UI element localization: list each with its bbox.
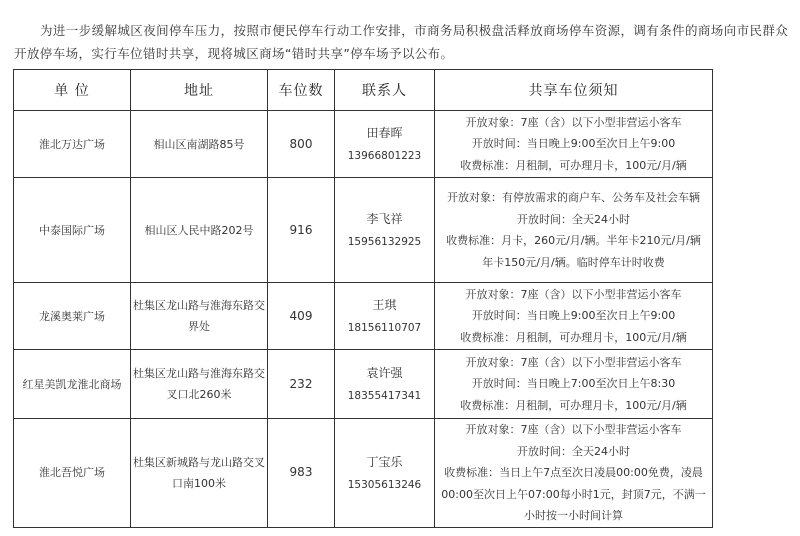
contact-phone: 15956132925 [347,236,422,248]
contact-name: 田春晖 [366,126,403,140]
table-row [14,111,713,178]
contact-name: 丁宝乐 [366,454,403,469]
cell-notice [435,419,713,528]
contact-name: 袁许强 [366,366,403,380]
notice-line: 收费标准：月租制，可办理月卡，100元/月/辆 [460,398,687,412]
cell-unit: 龙溪奥莱广场 [14,283,131,350]
table-header-row [14,70,713,111]
header-unit: 单 位 [14,70,131,111]
table-row [14,178,713,283]
notice-line: 收费标准：当日上午7点至次日凌晨00:00免费，凌晨00:00至次日上午07:00每小时1元，封顶7元，不满一小时按一小时间计算 [441,466,706,522]
cell-contact [335,283,435,350]
cell-contact [335,111,435,178]
notice-line: 收费标准：月租制，可办理月卡，100元/月/辆 [460,158,687,172]
table-row [14,350,713,419]
cell-contact [335,178,435,283]
notice-line: 开放时间：全天24小时 [517,444,630,458]
notice-line: 收费标准：月租制，可办理月卡，100元/月/辆 [460,330,687,344]
cell-notice [435,111,713,178]
cell-spaces: 983 [268,419,335,528]
notice-line: 开放对象：7座（含）以下小型非营运小客车 [465,355,682,369]
cell-unit: 淮北万达广场 [14,111,131,178]
notice-line: 开放对象：7座（含）以下小型非营运小客车 [465,115,682,129]
header-address: 地址 [131,70,268,111]
cell-address: 杜集区龙山路与淮海东路交叉口北260米 [131,350,268,419]
notice-line: 开放对象：有停放需求的商户车、公务车及社会车辆 [447,191,700,204]
notice-line: 开放时间：全天24小时 [517,212,630,226]
contact-name: 王琪 [372,298,397,312]
contact-phone: 15305613246 [347,478,422,491]
cell-contact [335,419,435,528]
cell-notice [435,350,713,419]
cell-notice [435,178,713,283]
cell-unit: 红星美凯龙淮北商场 [14,350,131,419]
header-notice: 共享车位须知 [435,70,713,111]
notice-line: 年卡150元/月/辆。临时停车计时收费 [482,255,665,269]
cell-address: 杜集区龙山路与淮海东路交界处 [131,283,268,350]
header-spaces: 车位数 [268,70,335,111]
intro-paragraph: 为进一步缓解城区夜间停车压力，按照市便民停车行动工作安排，市商务局积极盘活释放商场停车资源，调有条件的商场向市民群众开放停车场，实行车位错时共享，现将城区商场“错时共享”停车场予以公布。 [14,23,789,61]
cell-address: 杜集区新城路与龙山路交叉口南100米 [131,419,268,528]
notice-line: 收费标准：月卡，260元/月/辆。半年卡210元/月/辆 [446,234,701,247]
cell-contact [335,350,435,419]
contact-phone: 13966801223 [347,150,422,162]
notice-line: 开放时间：当日晚上7:00至次日上午8:30 [471,377,676,391]
cell-notice [435,283,713,350]
table-row [14,283,713,350]
cell-unit: 淮北吾悦广场 [14,419,131,528]
contact-phone: 18355417341 [347,390,422,402]
notice-line: 开放时间：当日晚上9:00至次日上午9:00 [471,309,676,323]
cell-spaces: 409 [268,283,335,350]
cell-spaces: 232 [268,350,335,419]
contact-phone: 18156110707 [347,322,422,334]
notice-line: 开放时间：当日晚上9:00至次日上午9:00 [471,137,676,151]
header-contact: 联系人 [335,70,435,111]
table-row [14,419,713,528]
contact-name: 李飞祥 [366,212,403,226]
cell-unit: 中泰国际广场 [14,178,131,283]
notice-line: 开放对象：7座（含）以下小型非营运小客车 [465,423,682,436]
notice-line: 开放对象：7座（含）以下小型非营运小客车 [465,287,682,301]
cell-address: 相山区人民中路202号 [131,178,268,283]
cell-spaces: 800 [268,111,335,178]
cell-spaces: 916 [268,178,335,283]
parking-table [13,69,713,528]
cell-address: 相山区南湖路85号 [131,111,268,178]
